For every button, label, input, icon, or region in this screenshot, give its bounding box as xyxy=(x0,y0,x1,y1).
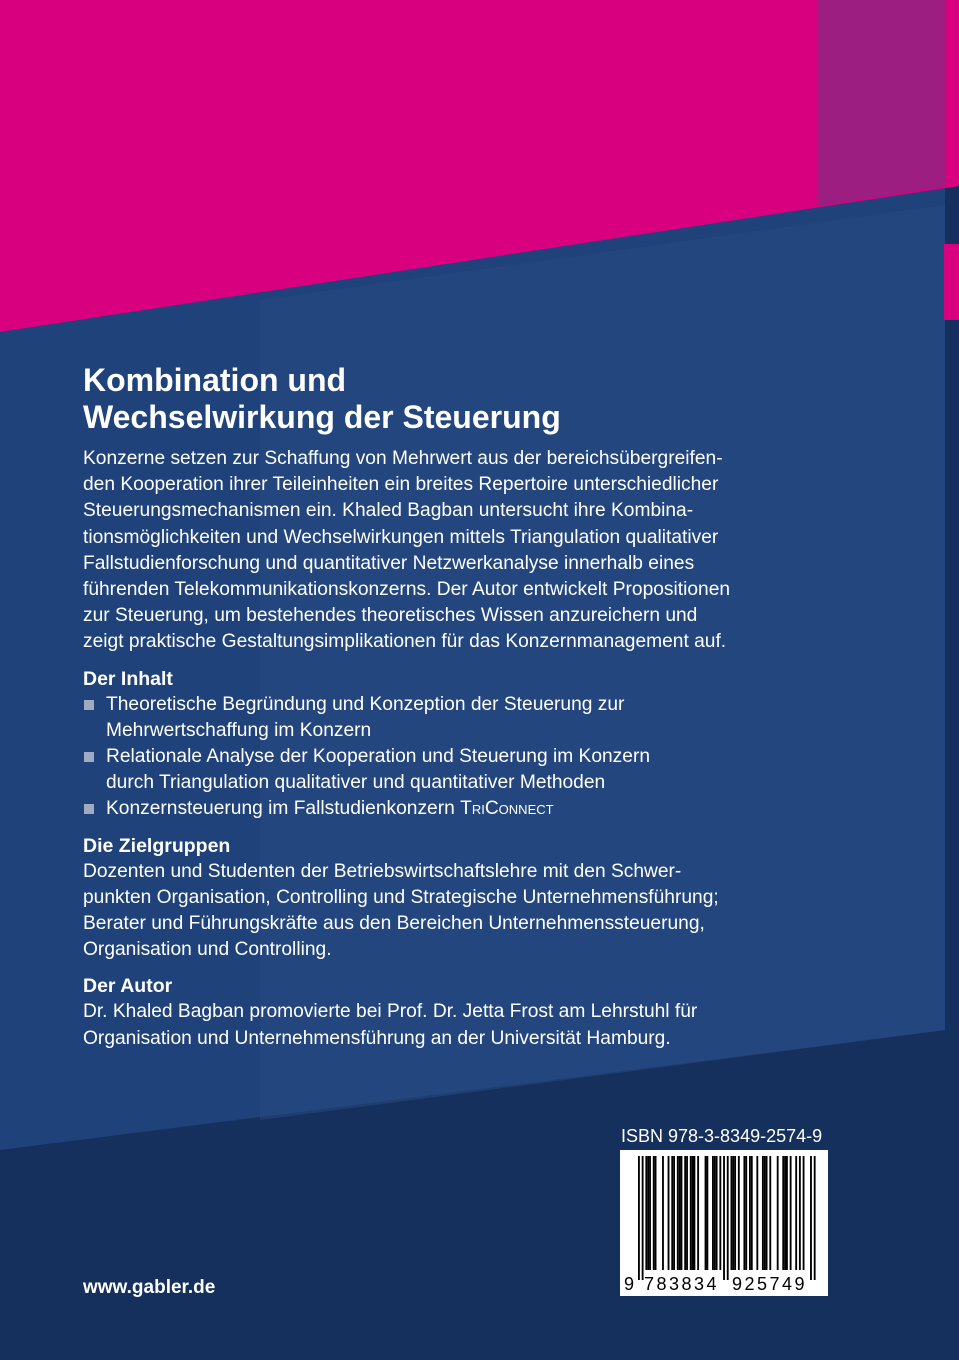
barcode-bar xyxy=(638,1156,640,1280)
barcode-bar xyxy=(795,1156,797,1270)
description-line: Steuerungsmechanismen ein. Khaled Bagban untersucht ihre Kombina- xyxy=(83,500,694,522)
barcode-bar xyxy=(668,1156,670,1270)
barcode-bar xyxy=(677,1156,679,1270)
barcode-bar xyxy=(647,1156,649,1270)
barcode-bar xyxy=(734,1156,736,1270)
barcode-digits xyxy=(620,1273,828,1295)
barcode-bar xyxy=(762,1156,764,1270)
barcode-bar xyxy=(803,1156,805,1270)
description-paragraph xyxy=(83,446,843,656)
list-item xyxy=(83,744,843,796)
square-bullet-icon xyxy=(84,804,94,814)
publisher-website: www.gabler.de xyxy=(83,1277,216,1298)
title-line: Kombination und xyxy=(83,362,347,398)
barcode-digit-group: 925749 xyxy=(732,1274,808,1294)
barcode-bar xyxy=(719,1156,721,1270)
barcode-bar xyxy=(694,1156,696,1270)
square-bullet-icon xyxy=(84,700,94,710)
autor-heading: Der Autor xyxy=(83,975,173,998)
zielgruppen-heading: Die Zielgruppen xyxy=(83,834,231,857)
barcode-bar xyxy=(764,1156,766,1270)
book-title xyxy=(83,362,843,436)
magenta-edge-tab xyxy=(944,244,959,320)
autor-paragraph xyxy=(83,999,843,1051)
description-line: tionsmöglichkeiten und Wechselwirkungen mittels Triangulation qualitativer xyxy=(83,526,719,548)
zielgruppen-line: punkten Organisation, Controlling und Strategische Unternehmensführung; xyxy=(83,886,719,908)
barcode-bar xyxy=(681,1156,683,1270)
barcode-bar xyxy=(690,1156,692,1270)
isbn-label: ISBN 978-3-8349-2574-9 xyxy=(621,1126,823,1146)
barcode-bar xyxy=(673,1156,675,1270)
barcode-bar xyxy=(645,1156,647,1270)
autor-line: Organisation und Unternehmensführung an der Universität Hamburg. xyxy=(83,1027,671,1049)
barcode-bar xyxy=(756,1156,758,1270)
square-bullet-icon xyxy=(84,752,94,762)
barcode-bar xyxy=(679,1156,681,1270)
list-item xyxy=(83,796,843,822)
list-item xyxy=(83,692,843,744)
zielgruppen-line: Organisation und Controlling. xyxy=(83,939,332,961)
barcode-bar xyxy=(723,1156,725,1280)
barcode-bar xyxy=(712,1156,714,1270)
description-line: zur Steuerung, um bestehendes theoretisches Wissen anzureichern und xyxy=(83,605,698,627)
list-item-line xyxy=(106,796,843,822)
purple-corner xyxy=(818,0,945,206)
barcode-bar xyxy=(671,1156,673,1270)
barcode-bar xyxy=(810,1156,812,1280)
list-item-line: Relationale Analyse der Kooperation und Steuerung im Konzern xyxy=(106,746,651,768)
list-item-line: durch Triangulation qualitativer und quantitativer Methoden xyxy=(106,772,606,794)
description-line: den Kooperation ihrer Teileinheiten ein breites Repertoire unterschiedlicher xyxy=(83,474,719,496)
title-line: Wechselwirkung der Steuerung xyxy=(83,399,561,435)
barcode-bar xyxy=(786,1156,788,1270)
barcode-bar xyxy=(745,1156,747,1270)
zielgruppen-line: Berater und Führungskräfte aus den Bereichen Unternehmenssteuerung, xyxy=(83,913,705,935)
barcode-bar xyxy=(697,1156,699,1270)
barcode-bar xyxy=(714,1156,716,1270)
description-line: zeigt praktische Gestaltungsimplikationen für das Konzernmanagement auf. xyxy=(83,631,727,653)
barcode xyxy=(620,1150,828,1296)
barcode-bar xyxy=(684,1156,686,1270)
inhalt-list xyxy=(83,692,843,823)
autor-line: Dr. Khaled Bagban promovierte bei Prof. Dr. Jetta Frost am Lehrstuhl für xyxy=(83,1001,698,1023)
barcode-bar xyxy=(716,1156,718,1270)
barcode-bar xyxy=(782,1156,784,1270)
barcode-bar xyxy=(642,1156,644,1280)
barcode-bar xyxy=(655,1156,657,1270)
barcode-bar xyxy=(732,1156,734,1270)
barcode-bar xyxy=(731,1156,733,1270)
description-line: Konzerne setzen zur Schaffung von Mehrwert aus der bereichsübergreifen- xyxy=(83,448,723,469)
back-cover-content xyxy=(83,362,843,1052)
barcode-bar xyxy=(653,1156,655,1270)
list-item-line: Mehrwertschaffung im Konzern xyxy=(106,719,372,741)
zielgruppen-paragraph xyxy=(83,859,843,964)
barcode-bar xyxy=(692,1156,694,1270)
barcode-bar xyxy=(738,1156,740,1270)
barcode-bar xyxy=(784,1156,786,1270)
barcode-bar xyxy=(649,1156,651,1270)
barcode-bar xyxy=(686,1156,688,1270)
barcode-bar xyxy=(814,1156,816,1280)
barcode-digit-group: 783834 xyxy=(644,1274,720,1294)
company-name: TriConnect xyxy=(460,798,554,820)
barcode-bar xyxy=(743,1156,745,1270)
barcode-bar xyxy=(777,1156,779,1270)
barcode-bar xyxy=(769,1156,771,1270)
description-line: Fallstudienforschung und quantitativer Netzwerkanalyse innerhalb eines xyxy=(83,552,695,574)
barcode-bar xyxy=(766,1156,768,1270)
barcode-bar xyxy=(662,1156,664,1270)
barcode-bar xyxy=(790,1156,792,1270)
list-item-text: Konzernsteuerung im Fallstudienkonzern xyxy=(106,798,461,820)
barcode-bar xyxy=(706,1156,708,1270)
inhalt-heading: Der Inhalt xyxy=(83,667,173,690)
description-line: führenden Telekommunikationskonzerns. Der Autor entwickelt Propositionen xyxy=(83,579,731,601)
barcode-bar xyxy=(749,1156,751,1270)
list-item-line: Theoretische Begründung und Konzeption der Steuerung zur xyxy=(106,693,625,715)
barcode-digit-first: 9 xyxy=(624,1274,635,1294)
barcode-bar xyxy=(799,1156,801,1270)
barcode-bar xyxy=(705,1156,707,1270)
barcode-bar xyxy=(751,1156,753,1270)
barcode-bar xyxy=(727,1156,729,1280)
zielgruppen-line: Dozenten und Studenten der Betriebswirtschaftslehre mit den Schwer- xyxy=(83,860,682,882)
